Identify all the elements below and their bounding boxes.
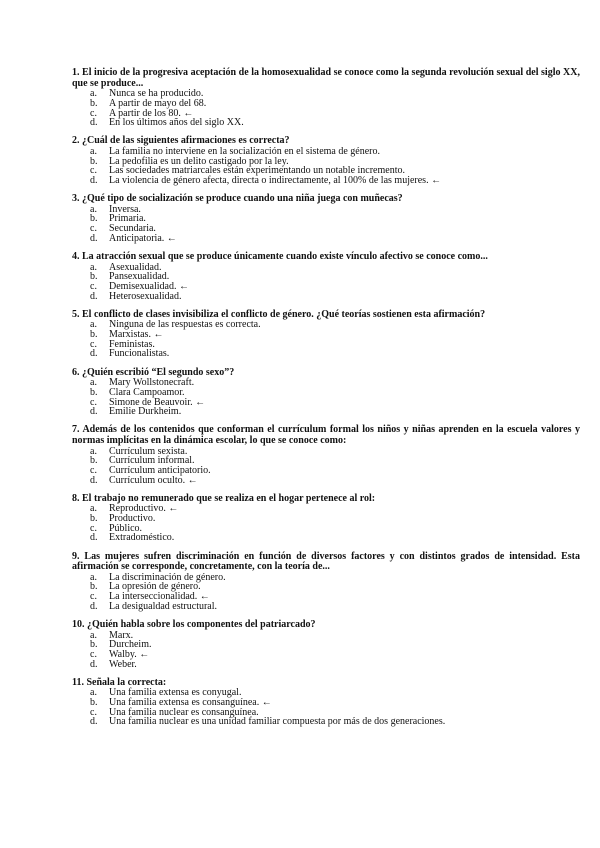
option-text: Asexualidad. [109,261,162,273]
option-letter: d. [90,532,98,544]
option-letter: b. [90,697,98,709]
question-text: 10. ¿Quién habla sobre los componentes del patriarcado? [72,618,316,630]
option-text: Currículum sexista. [109,445,188,457]
option-item [72,118,580,128]
option-text: La pedofilia es un delito castigado por la ley. [109,155,289,167]
option-text: Pansexualidad. [109,271,170,283]
question-text: 4. La atracción sexual que se produce únicamente cuando existe vínculo afectivo se conoce como... [72,250,488,262]
option-letter: a. [90,261,97,273]
option-item [72,717,580,727]
option-letter: d. [90,658,98,670]
option-text: La discriminación de género. [109,571,226,583]
option-letter: b. [90,155,98,167]
option-item [72,533,580,543]
option-letter: a. [90,445,97,457]
option-item [72,602,580,612]
option-list [72,263,580,302]
option-letter: b. [90,97,98,109]
option-letter: c. [90,223,97,235]
option-letter: a. [90,503,97,515]
option-text: Una familia extensa es consanguínea. ← [109,697,272,709]
option-text: Funcionalistas. [109,348,170,360]
option-letter: b. [90,455,98,467]
question-text: 3. ¿Qué tipo de socialización se produce cuando una niña juega con muñecas? [72,193,403,205]
option-text: Durcheim. [109,639,152,651]
option-text: Productivo. [109,513,156,525]
option-text: Anticipatoria. ← [109,232,177,244]
option-item [72,205,580,215]
question-text: 6. ¿Quién escribió “El segundo sexo”? [72,366,235,378]
option-text: Público. [109,522,143,534]
question-list [72,68,580,727]
option-list [72,447,580,486]
option-letter: d. [90,175,98,187]
option-text: Una familia nuclear es una unidad familiar compuesta por más de dos generaciones. [109,716,446,728]
option-text: Currículum informal. [109,455,195,467]
option-letter: c. [90,165,97,177]
question-block [72,620,580,669]
option-text: Feministas. [109,338,155,350]
option-letter: b. [90,581,98,593]
question-block [72,136,580,185]
option-letter: a. [90,571,97,583]
question-text: 9. Las mujeres sufren discriminación en función de diversos factores y con distintos grados de intensidad. Esta afirmación se corresponde, concretamente, con la teoría de... [72,550,580,573]
option-list [72,320,580,359]
option-letter: d. [90,290,98,302]
question-block [72,494,580,543]
option-item [72,234,580,244]
option-list [72,504,580,543]
question-block [72,425,580,485]
option-letter: c. [90,648,97,660]
option-letter: d. [90,600,98,612]
option-text: Una familia extensa es conyugal. [109,687,242,699]
option-list [72,205,580,244]
option-letter: c. [90,706,97,718]
question-block [72,678,580,727]
option-letter: b. [90,329,98,341]
option-letter: a. [90,377,97,389]
option-letter: d. [90,474,98,486]
option-text: Weber. [109,658,137,670]
option-text: Emilie Durkheim. [109,406,182,418]
option-item [72,476,580,486]
option-letter: c. [90,396,97,408]
option-text: Walby. ← [109,648,150,660]
question-block [72,368,580,417]
question-text: 1. El inicio de la progresiva aceptación de la homosexualidad se conoce como la segunda revolución sexual del siglo XX, que se produce... [72,67,580,89]
option-list [72,89,580,128]
quiz-document [72,68,580,736]
option-item [72,349,580,359]
option-letter: d. [90,117,98,129]
option-letter: a. [90,687,97,699]
option-text: Las sociedades matriarcales están experimentando un notable incremento. [109,165,405,177]
question-text: 11. Señala la correcta: [72,676,167,688]
option-item [72,650,580,660]
option-letter: a. [90,319,97,331]
question-block [72,194,580,243]
option-text: Currículum oculto. ← [109,474,198,486]
option-text: A partir de los 80. ← [109,107,194,119]
option-text: Marxistas. ← [109,329,164,341]
option-text: Currículum anticipatorio. [109,464,211,476]
option-item [72,292,580,302]
option-text: Una familia nuclear es consanguínea. [109,706,259,718]
option-list [72,147,580,186]
option-list [72,573,580,612]
option-text: Marx. [109,629,134,641]
option-letter: b. [90,271,98,283]
option-letter: c. [90,107,97,119]
option-letter: b. [90,639,98,651]
option-letter: c. [90,280,97,292]
question-block [72,310,580,359]
option-letter: c. [90,522,97,534]
option-letter: d. [90,232,98,244]
option-text: Secundaria. [109,223,156,235]
option-text: Primaria. [109,213,146,225]
option-item [72,514,580,524]
option-text: La opresión de género. [109,581,201,593]
option-text: Demisexualidad. ← [109,280,189,292]
option-letter: c. [90,464,97,476]
option-text: A partir de mayo del 68. [109,97,207,109]
option-item [72,176,580,186]
question-block [72,252,580,301]
option-letter: b. [90,213,98,225]
option-item [72,660,580,670]
option-text: Heterosexualidad. [109,290,182,302]
question-block [72,552,580,612]
question-text: 2. ¿Cuál de las siguientes afirmaciones es correcta? [72,135,290,147]
option-letter: d. [90,348,98,360]
option-text: La interseccionalidad. ← [109,591,210,603]
option-text: Nunca se ha producido. [109,88,204,100]
option-text: La violencia de género afecta, directa o indirectamente, al 100% de las mujeres. ← [109,175,442,187]
option-text: Clara Campoamor. [109,386,185,398]
option-list [72,378,580,417]
option-list [72,688,580,727]
option-text: Extradoméstico. [109,532,175,544]
option-letter: a. [90,88,97,100]
question-text: 5. El conflicto de clases invisibiliza el conflicto de género. ¿Qué teorías sostienen esta afirmación? [72,308,486,320]
option-text: Mary Wollstonecraft. [109,377,195,389]
option-text: Reproductivo. ← [109,503,179,515]
option-text: La desigualdad estructural. [109,600,218,612]
question-text: 7. Además de los contenidos que conforman el currículum formal los niños y niñas aprenden en la escuela valores y normas implícitas en la dinámica escolar, lo que se conoce como: [72,424,580,446]
option-item [72,407,580,417]
question-block [72,68,580,128]
option-text: Inversa. [109,203,141,215]
option-letter: a. [90,203,97,215]
option-text: Ninguna de las respuestas es correcta. [109,319,261,331]
option-letter: d. [90,716,98,728]
option-list [72,631,580,670]
option-letter: b. [90,513,98,525]
question-text: 8. El trabajo no remunerado que se realiza en el hogar pertenece al rol: [72,492,376,504]
option-text: La familia no interviene en la socialización en el sistema de género. [109,145,380,157]
option-letter: a. [90,145,97,157]
option-letter: b. [90,386,98,398]
option-letter: c. [90,338,97,350]
option-text: En los últimos años del siglo XX. [109,117,244,129]
option-text: Simone de Beauvoir. ← [109,396,206,408]
option-letter: d. [90,406,98,418]
option-letter: c. [90,591,97,603]
option-letter: a. [90,629,97,641]
